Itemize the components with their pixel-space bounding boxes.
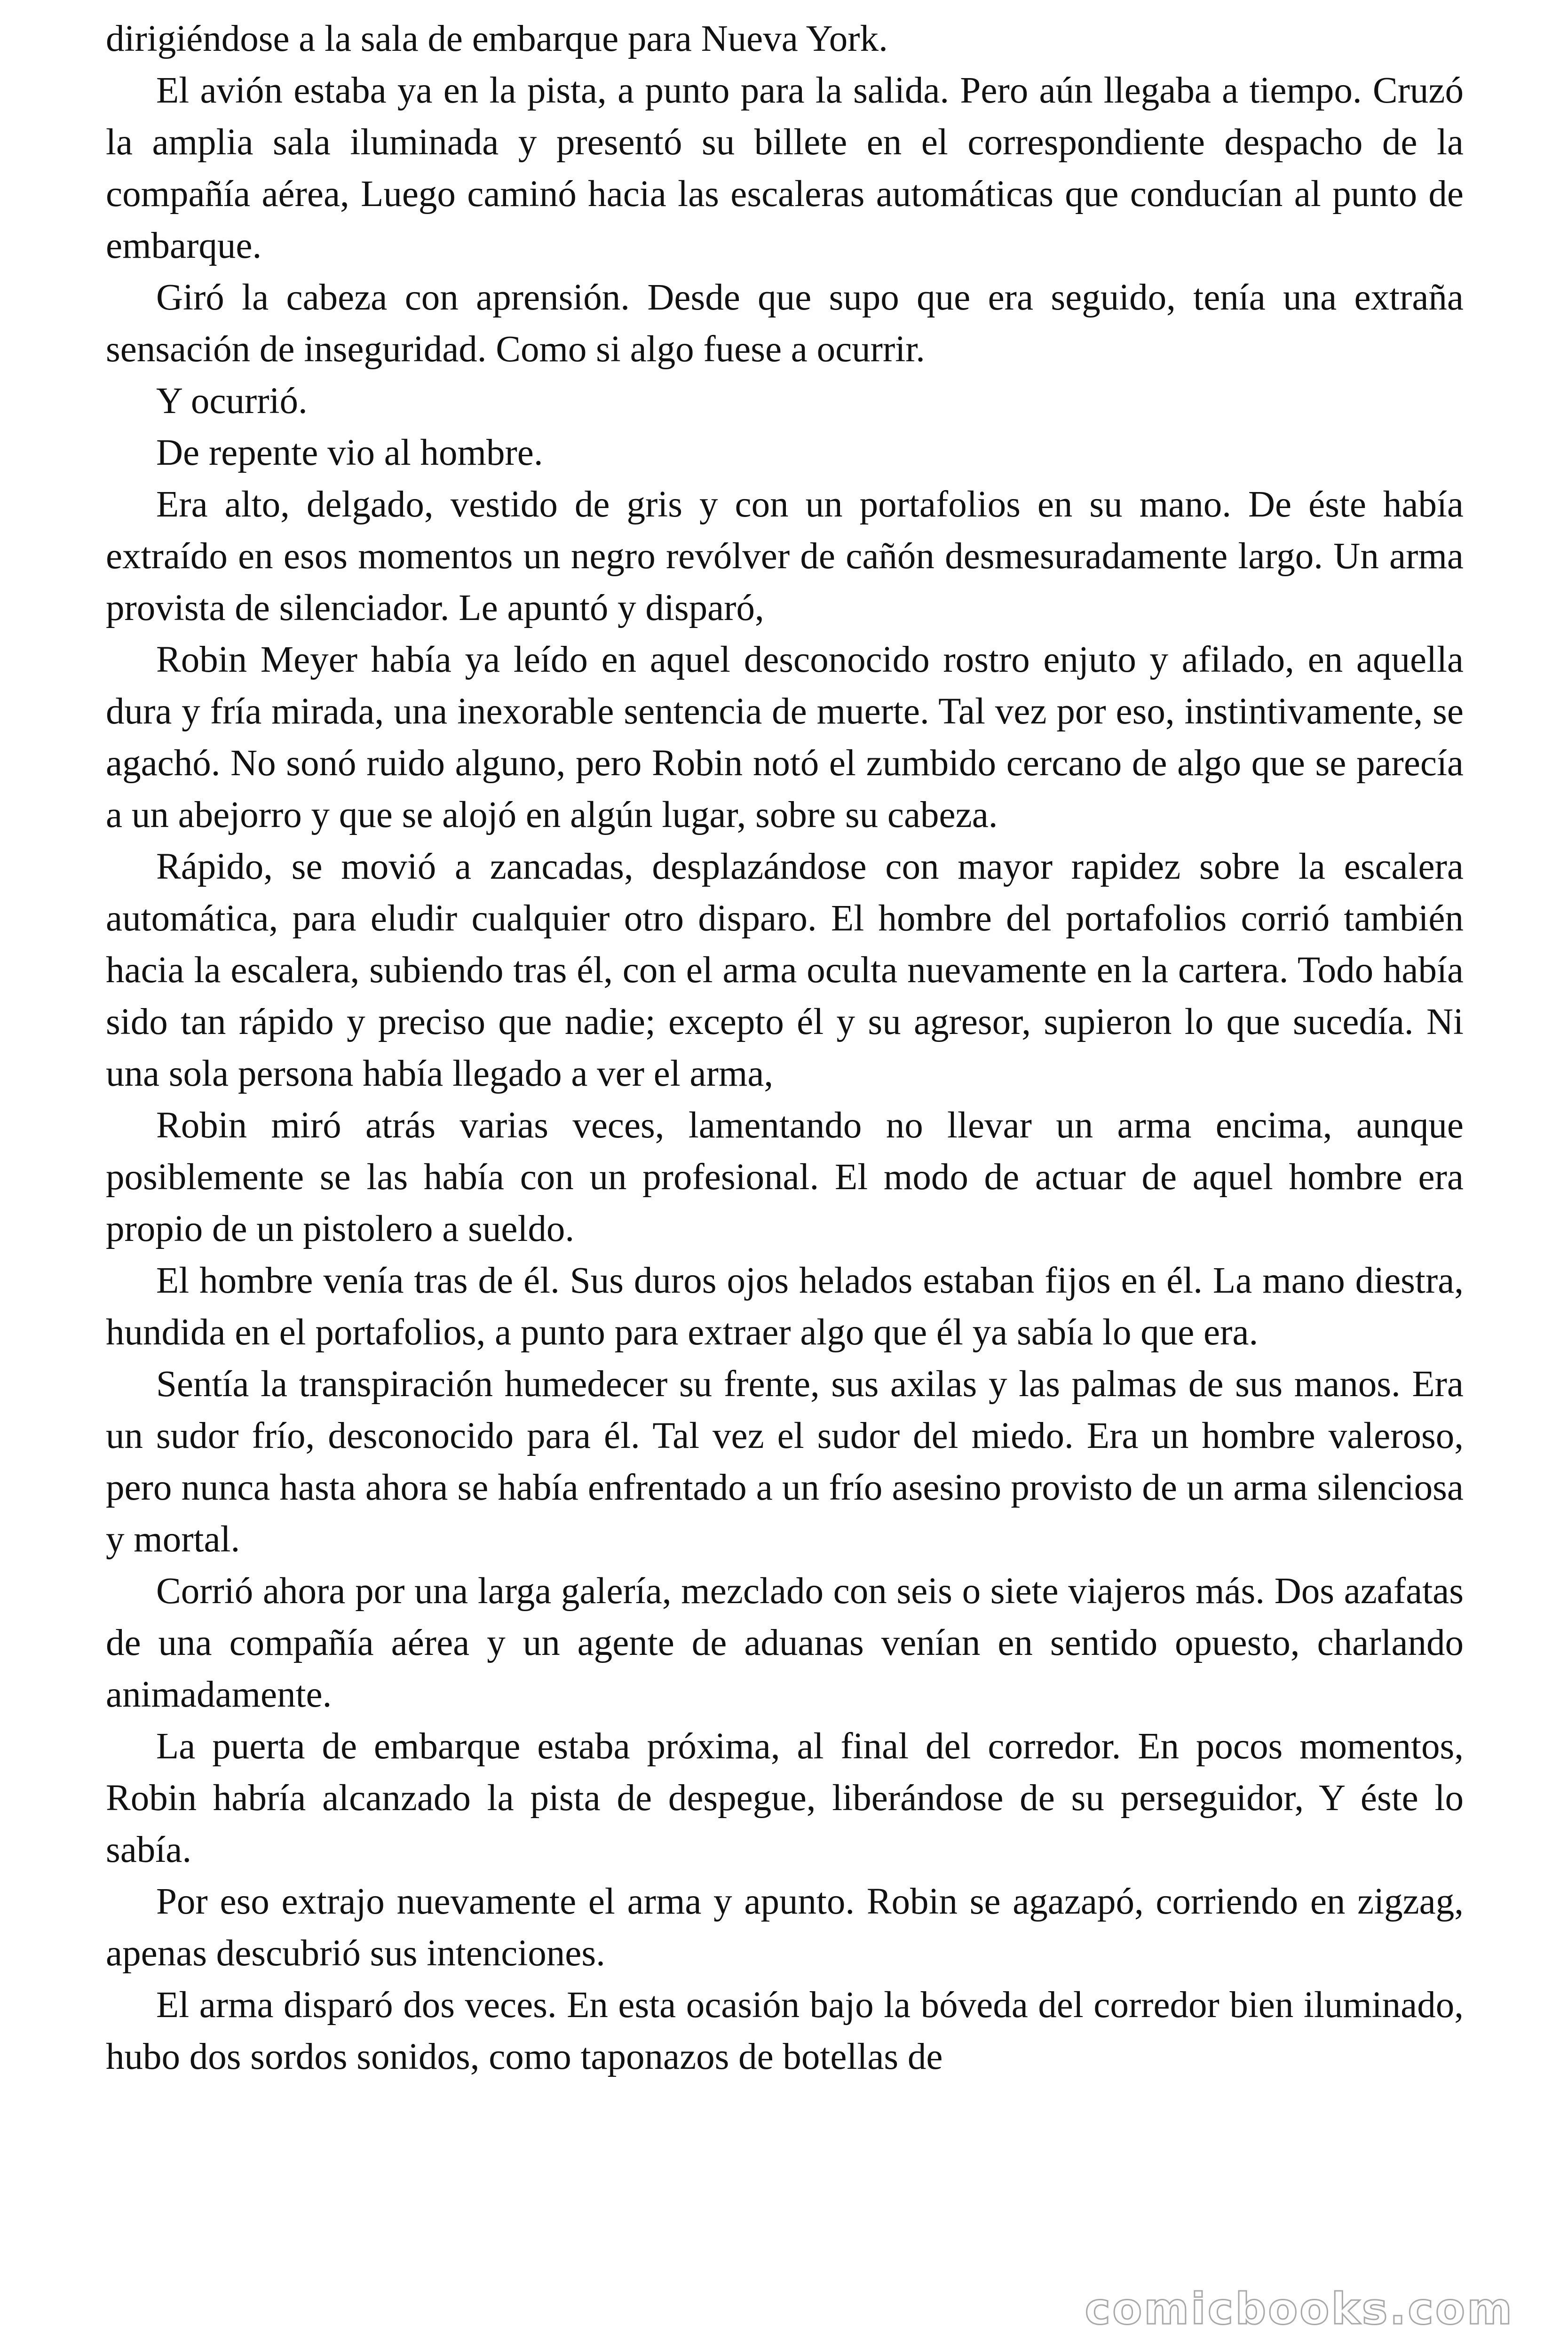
paragraph: Sentía la transpiración humedecer su frente, sus axilas y las palmas de sus manos. Era un sudor frío, desconocido para él. Tal vez el sudor del miedo. Era un hombre valeroso, pero nunca hasta ahora se había enfrentado a un frío asesino provisto de un arma silenciosa y mortal. <box>106 1364 1464 1560</box>
paragraph: Robin Meyer había ya leído en aquel desconocido rostro enjuto y afilado, en aquella dura y fría mirada, una inexorable sentencia de muerte. Tal vez por eso, instintivamente, se agachó. No sonó ruido alguno, pero Robin notó el zumbido cercano de algo que se parecía a un abejorro y que se alojó en algún lugar, sobre su cabeza. <box>106 639 1464 835</box>
paragraph: De repente vio al hombre. <box>156 432 543 473</box>
paragraph: Por eso extrajo nuevamente el arma y apunto. Robin se agazapó, corriendo en zigzag, apenas descubrió sus intenciones. <box>106 1881 1464 1974</box>
page-text <box>106 13 1464 2083</box>
paragraph: El hombre venía tras de él. Sus duros ojos helados estaban fijos en él. La mano diestra, hundida en el portafolios, a punto para extraer algo que él ya sabía lo que era. <box>106 1260 1464 1353</box>
paragraph: La puerta de embarque estaba próxima, al final del corredor. En pocos momentos, Robin habría alcanzado la pista de despegue, liberándose de su perseguidor, Y éste lo sabía. <box>106 1726 1464 1870</box>
paragraph: El avión estaba ya en la pista, a punto para la salida. Pero aún llegaba a tiempo. Cruzó la amplia sala iluminada y presentó su billete en el correspondiente despacho de la compañía aérea, Luego caminó hacia las escaleras automáticas que conducían al punto de embarque. <box>106 70 1464 266</box>
paragraph: Robin miró atrás varias veces, lamentando no llevar un arma encima, aunque posiblemente se las había con un profesional. El modo de actuar de aquel hombre era propio de un pistolero a sueldo. <box>106 1105 1464 1249</box>
paragraph: Giró la cabeza con aprensión. Desde que supo que era seguido, tenía una extraña sensación de inseguridad. Como si algo fuese a ocurrir. <box>106 277 1464 370</box>
paragraph: Era alto, delgado, vestido de gris y con un portafolios en su mano. De éste había extraído en esos momentos un negro revólver de cañón desmesuradamente largo. Un arma provista de silenciador. Le apuntó y disparó, <box>106 484 1464 628</box>
paragraph: dirigiéndose a la sala de embarque para Nueva York. <box>106 18 888 59</box>
paragraph: El arma disparó dos veces. En esta ocasión bajo la bóveda del corredor bien iluminado, hubo dos sordos sonidos, como taponazos de botellas de <box>106 1985 1464 2077</box>
paragraph: Y ocurrió. <box>156 381 308 421</box>
watermark: comicbooks.com <box>1085 2284 1514 2334</box>
paragraph: Corrió ahora por una larga galería, mezclado con seis o siete viajeros más. Dos azafatas de una compañía aérea y un agente de aduanas venían en sentido opuesto, charlando animadamente. <box>106 1571 1464 1715</box>
paragraph: Rápido, se movió a zancadas, desplazándose con mayor rapidez sobre la escalera automática, para eludir cualquier otro disparo. El hombre del portafolios corrió también hacia la escalera, subiendo tras él, con el arma oculta nuevamente en la cartera. Todo había sido tan rápido y preciso que nadie; excepto él y su agresor, supieron lo que sucedía. Ni una sola persona había llegado a ver el arma, <box>106 846 1464 1094</box>
